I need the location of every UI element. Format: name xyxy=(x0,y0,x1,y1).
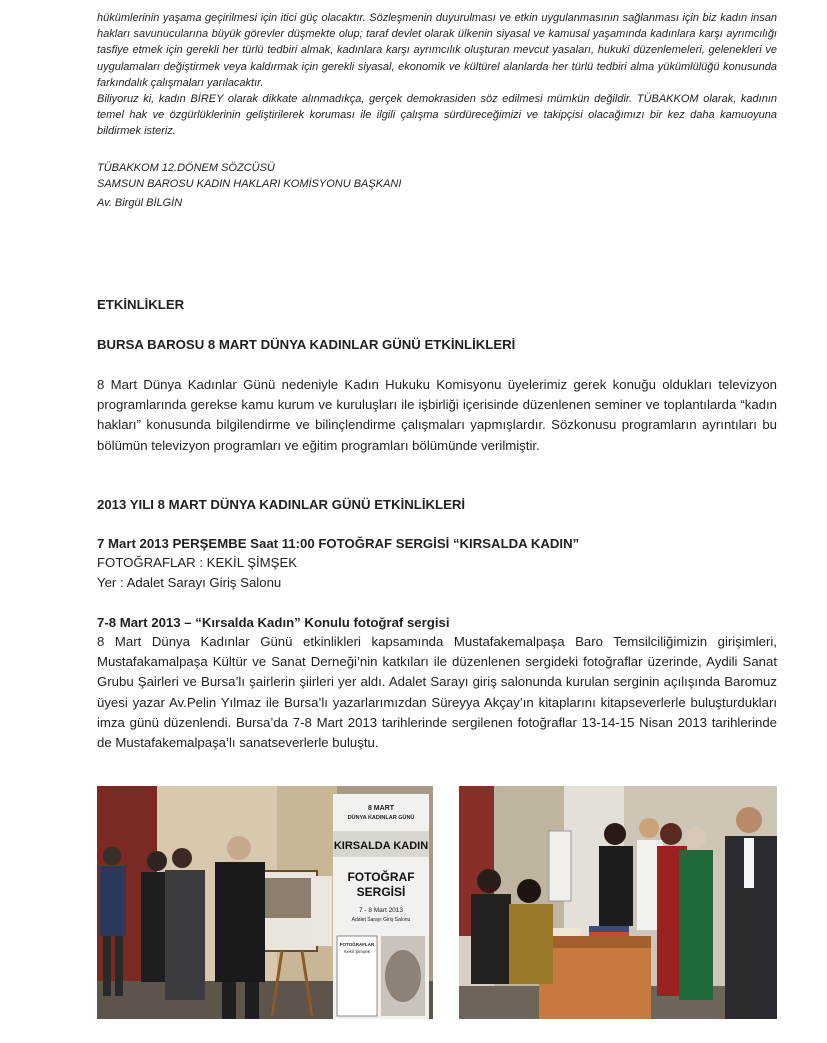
intro-paragraph-1: hükümlerinin yaşama geçirilmesi için itici güç olacaktır. Sözleşmenin duyurulması ve etkin uygulanmasının sağlanması için biz kadın insan hakları savunucularına büyük görevler düşmekte olup; taraf devlet olarak ülkenin siyasal ve kamusal yaşamında kadınlara karşı ayrımcılığı tasfiye etmek için gerekli her türlü tedbiri almak, kadınlara karşı ayrımcılık oluşturan mevcut yasaları, hukuki düzenlemeleri, gelenekleri ve uygulamaları değiştirmek veya kaldırmak için gerekli siyasal, ekonomik ve kültürel alanlarda her türlü tedbiri alma yükümlülüğü konusunda farkındalık çalışmaları yarılacaktır. xyxy=(97,12,777,89)
poster-fotograflar: FOTOĞRAFLAR xyxy=(339,942,375,947)
signature-line-3: Av. Birgül BİLGİN xyxy=(97,197,183,209)
event2-heading: 7-8 Mart 2013 – “Kırsalda Kadın” Konulu fotoğraf sergisi xyxy=(97,615,450,630)
poster-sergi: SERGİSİ xyxy=(356,885,406,899)
bursa-heading: BURSA BAROSU 8 MART DÜNYA KADINLAR GÜNÜ ETKİNLİKLERİ xyxy=(97,337,516,352)
bursa-heading-wrap xyxy=(97,336,777,354)
bursa-paragraph: 8 Mart Dünya Kadınlar Günü nedeniyle Kadın Hukuku Komisyonu üyelerimiz gerek konuğu oldukları televizyon programlarında gerekse kamu kurum ve kuruluşları ile işbirliği içerisinde düzenlenen seminer ve toplantılarda “kadın hakları” konusunda bilgilendirme ve bilinçlendirme çalışmaları yapmışlardır. Sözkonusu programların ayrıntıları bu bölümün televizyon programları ve eğitim programları bölümünde verilmiştir. xyxy=(97,377,777,453)
year-heading: 2013 YILI 8 MART DÜNYA KADINLAR GÜNÜ ETKİNLİKLERİ xyxy=(97,497,466,512)
signature-line-2: SAMSUN BAROSU KADIN HAKLARI KOMİSYONU BAŞKANI xyxy=(97,178,402,190)
event2-block xyxy=(97,614,777,753)
signature-block xyxy=(97,160,401,211)
poster-foto: FOTOĞRAF xyxy=(347,870,415,884)
event1-place: Yer : Adalet Sarayı Giriş Salonu xyxy=(97,575,282,590)
year-heading-wrap xyxy=(97,496,777,514)
event1-block xyxy=(97,535,777,593)
poster-place: Adalet Sarayı Giriş Salonu xyxy=(351,917,411,923)
poster-date: 7 - 8 Mart 2013 xyxy=(358,907,404,914)
intro-paragraph-2: Biliyoruz ki, kadın BİREY olarak dikkate alınmadıkça, gerçek demokrasiden söz edilmesi mümkün değildir. TÜBAKKOM olarak, kadının temel hak ve özgürlüklerinin geliştirilerek koruması ile ilgili çalışma sürdüreceğimizi ve takipçisi olacağımızı bir kez daha kamuoyuna bildirmek isteriz. xyxy=(97,93,777,138)
signing-photo-right-image xyxy=(459,786,777,1019)
intro-block xyxy=(97,10,777,140)
events-heading-wrap xyxy=(97,296,777,314)
signature-line-1: TÜBAKKOM 12.DÖNEM SÖZCÜSÜ xyxy=(97,162,275,174)
poster-top-2: DÜNYA KADINLAR GÜNÜ xyxy=(347,815,415,821)
exhibition-photo-left-image xyxy=(97,786,433,1019)
poster-title: KIRSALDA KADIN xyxy=(333,840,429,852)
event1-photographer: FOTOĞRAFLAR : KEKİL ŞİMŞEK xyxy=(97,555,298,570)
poster-photographer: Kekil Şimşek xyxy=(344,949,370,954)
exhibition-photo-left xyxy=(97,786,433,1019)
event1-heading: 7 Mart 2013 PERŞEMBE Saat 11:00 FOTOĞRAF SERGİSİ “KIRSALDA KADIN” xyxy=(97,536,580,551)
bursa-paragraph-wrap xyxy=(97,375,777,456)
signing-photo-right xyxy=(459,786,777,1019)
events-heading: ETKİNLİKLER xyxy=(97,297,185,312)
event2-paragraph: 8 Mart Dünya Kadınlar Günü etkinlikleri kapsamında Mustafakemalpaşa Baro Temsilciliğimizin girişimleri, Mustafakamalpaşa Kültür ve Sanat Derneği’nin katkıları ile düzenlenen sergideki fotoğraflar üzerinde, Aydili Sanat Grubu Şairleri ve Bursa’lı şairlerin şiirleri yer aldı. Adalet Sarayı giriş salonunda kurulan serginin açılışında Baromuz üyesi yazar Av.Pelin Yılmaz ile Bursa’lı yazarlarımızdan Süreyya Akçay’ın kitaplarını kitapseverlerle buluşturdukları imza günü düzenlendi. Bursa’da 7-8 Mart 2013 tarihlerinde sergilenen fotoğraflar 13-14-15 Nisan 2013 tarihlerinde de Mustafakemalpaşa’lı sanatseverlerle buluştu. xyxy=(97,634,777,751)
poster-top-1: 8 MART xyxy=(367,805,395,812)
